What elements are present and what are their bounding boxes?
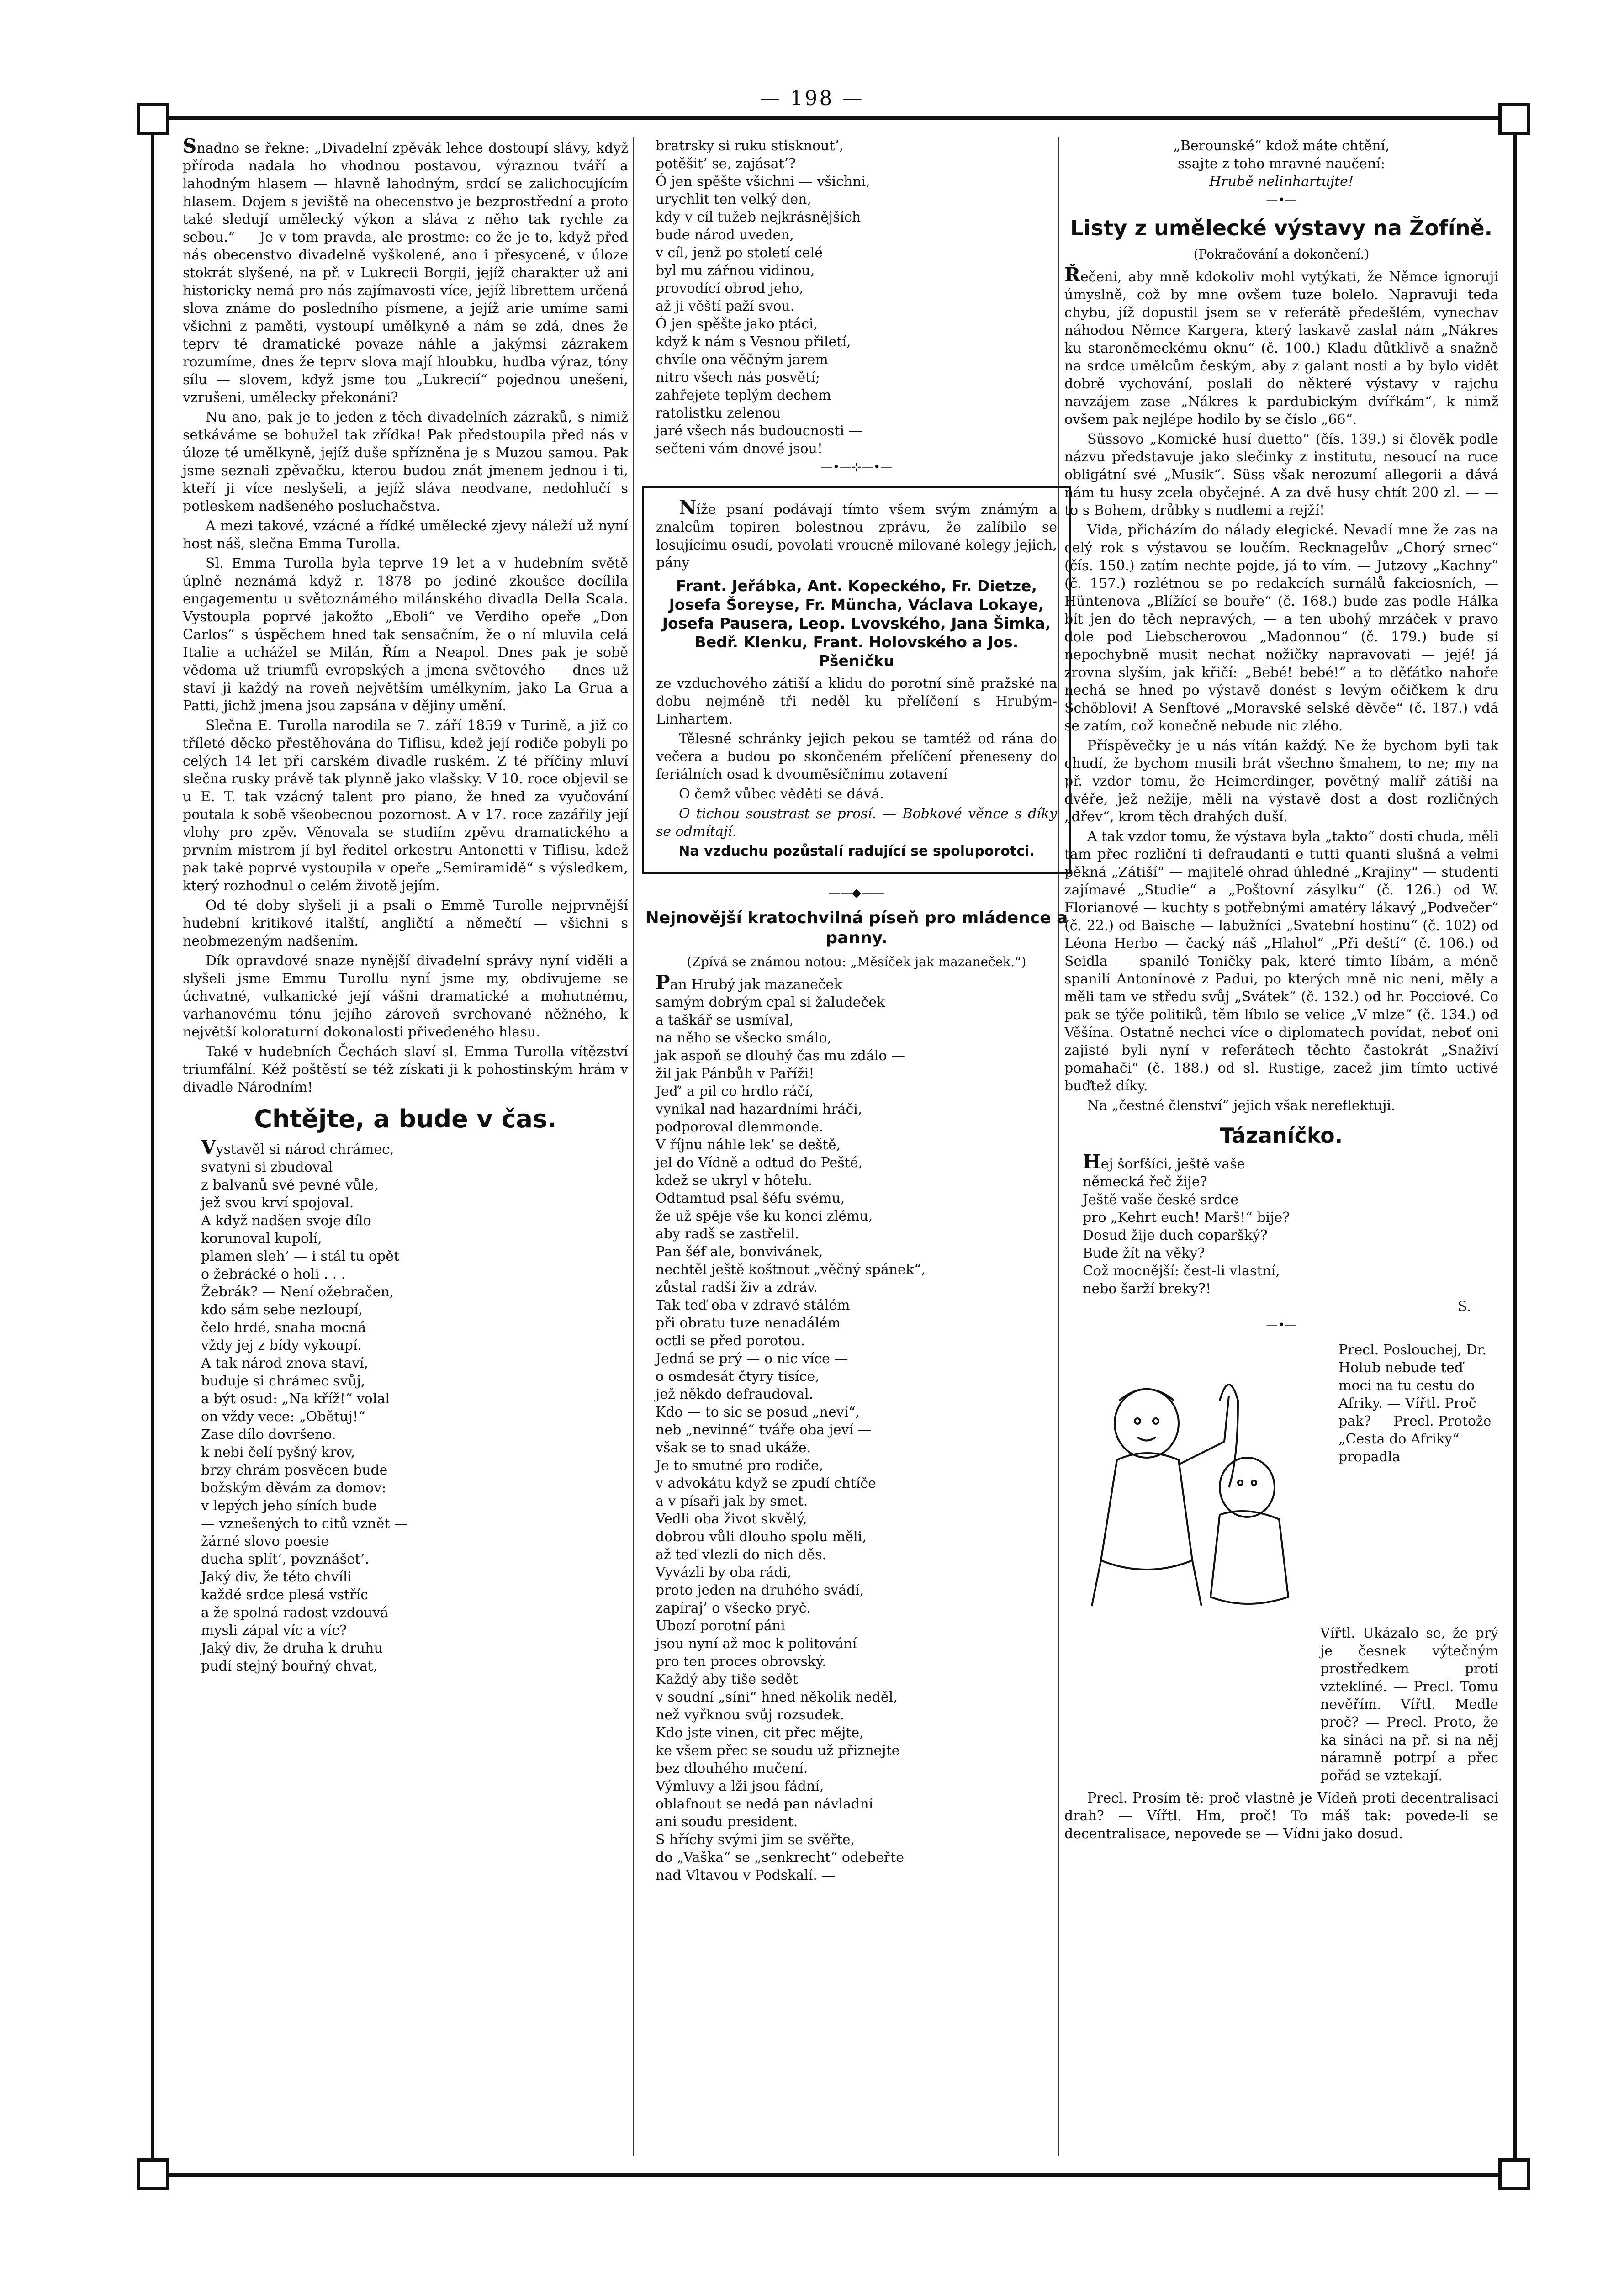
- poem-continuation: bratrsky si ruku stisknout’, potěšit’ se, zajásat’? Ó jen spěšte všichni — všichni, urychlit ten velký den, kdy v cíl tužeb nejkrásnějších bude národ uveden, v cíl, jenž po století celé byl mu zářnou vidinou, provodící obrod jeho, až ji věští paží svou. Ó jen spěšte jako ptáci, když k nám s Vesnou přiletí, chvíle ona věčným jarem nitro všech nás posvětí; zahřejete teplým dechem ratolistku zelenou jaré všech nás budoucnosti — sečteni vám dnové jsou!: [656, 138, 870, 457]
- article-opening-paragraph: Snadno se řekne: „Divadelní zpěvák lehce dostoupí slávy, když příroda nadala ho vhodnou postavou, výraznou tváří a lahodným hlasem — hlavně lahodným, srdcí se zalichocujícím hlasem. Dojem s jeviště na obecenstvo je bezprostřední a proto také sledují umělecký výkon a sláva z něho tak rychle za sebou.“ — Je v tom pravda, ale prostme: co že je to, když před nás obecenstvo divadelně vyškolené, ano i přesycené, v úloze stokrát slyšené, na př. v Lukrecii Borgii, jejíž charakter už ani historicky nemá pro nás zajímavosti více, jejíž librettem určená slova známe do posledního písmene, a jejíž arie umíme sami všichni z paměti, vystoupí umělkyně a nám se zdá, dnes že teprv té dramatické povaze náhle a jakýmsi zázrakem rozumíme, dnes že teprv slova mají hloubku, hudba výraz, tóny sílu — slovem, když jsme tou „Lukrecií“ pojednou unešeni, vzrušeni, umělecky překonáni?: [183, 135, 628, 406]
- page-number: — 198 —: [760, 87, 864, 110]
- article-title: Listy z umělecké výstavy na Žofíně.: [1070, 216, 1493, 240]
- corner-ornament-bottom-right: [1498, 2158, 1530, 2190]
- obituary-text: O tichou soustrast se prosí. — Bobkové věnce s díky se odmítají.: [656, 806, 1057, 840]
- song-subtitle: (Zpívá se známou notou: „Měsíček jak mazaneček.“): [687, 954, 1026, 969]
- article-paragraph: Slečna E. Turolla narodila se 7. září 1859 v Turině, a již co tříleté děcko přestěhována do Tiflisu, kdež její rodiče pobyli po celých 14 let při carském divadle ruském. Z té příčiny mluví slečna rusky právě tak plynně jako vlašsky. V 10. roce objevil se u E. T. tak vzácný talent pro piano, že hned za vyučování poutala k sobě všeobecnou pozornost. A v 17. roce zazářily její vlohy pro zpěv. Věnovala se studiím zpěvu dramatického a prvním mistrem jí byl ředitel orkestru Antonetti v Tiflisu, kdež pak také poprvé vystoupila v opeře „Semiramidě“ s výsledkem, který rozhodnul o celém životě jejím.: [183, 718, 628, 894]
- article-paragraph: A mezi takové, vzácné a řídké umělecké zjevy náleží už nyní host náš, slečna Emma Turolla.: [183, 518, 628, 552]
- cartoon-dialog-1: Precl. Poslouchej, Dr. Holub nebude teď moci na tu cestu do Afriky. — Vířtl. Proč pak? — Precl. Protože „Cesta do Afriky“ propadla: [1338, 1342, 1492, 1465]
- article-paragraph: Süssovo „Komické husí duetto“ (čís. 139.) si člověk podle názvu představuje jako slečinky z institutu, nesoucí na ruce obligátní své „Musik“. Süss však nerozumí allegorii a dává nám tu husy zcela obyčejné. A za dvě husy chtít 200 zl. — — to s Bohem, drůbky s nudlemi a rejží!: [1064, 431, 1498, 518]
- obituary-intro: Níže psaní podávají tímto všem svým známým a znalcům topiren bolestnou zprávu, že zalíbilo se losujícímu osudí, povolati vroucně milované kolegy jejich, pány: [656, 496, 1057, 571]
- obituary-names: Frant. Jeřábka, Ant. Kopeckého, Fr. Dietze, Josefa Šoreyse, Fr. Münchа, Václava Lokaye, Josefa Pausera, Leop. Lvovského, Jana Šimka, Bedř. Klenku, Frant. Holovského a Jos. Pšeničku: [662, 577, 1051, 670]
- obituary-text: O čemž vůbec věděti se dává.: [679, 786, 884, 802]
- column-3: [1064, 137, 1498, 1845]
- verse-top: „Berounské“ kdož máte chtění, ssajte z toho mravné naučení:: [1173, 138, 1390, 172]
- mock-obituary-box: [642, 486, 1071, 874]
- corner-ornament-top-right: [1498, 103, 1530, 135]
- poem-title: Chtějte, a bude v čas.: [254, 1105, 557, 1133]
- column-divider: [633, 137, 634, 2156]
- obituary-text: Tělesné schránky jejich pekou se tamtéž od rána do večera a budou po skončeném přelíčení přeneseny do feriálních osad k dvouměsíčnímu zotavení: [656, 731, 1057, 782]
- poem-text: Hej šorfšíci, ještě vaše německá řeč žije? Ještě vaše české srdce pro „Kehrt euch! Marš!“ bije? Dosud žije duch coparšký? Bude žít na věky? Což mocnější: čest-li vlastní, nebo šarží breky?!: [1083, 1151, 1290, 1297]
- ornament-divider: —•—: [1266, 1318, 1297, 1332]
- corner-ornament-top-left: [137, 103, 169, 135]
- column-1: [183, 137, 628, 1675]
- column-2: [637, 137, 1076, 1884]
- article-paragraph: Vida, přicházím do nálady elegické. Nevadí mne že zas na celý rok s výstavou se loučím. Recknagelův „Chorý srnec“ (čís. 150.) zatím nechte pojde, já to vím. — Jutzovy „Kachny“ (č. 157.) rozlétnou se po redakcích surnálů fakciosních, — Hüntenova „Blížící se bouře“ (č. 168.) bude zas podle Hálka bít jen do těch nepravých, — a ten ubohý mrzáček v pravo dole pod Liebscherovou „Madonnou“ (č. 179.) bude si nepochybně musit nechat nožičky napravovati — jejé! já zrovna slyším, jak křičí: „Bebé! bebé!“ a to děťátko nahoře nechá se hned po výstavě donést s levým očičkem k dru Schöblovi! A Senftové „Moravské selské děvče“ (č. 187.) vdá se zatím, což konečně nebude nic zlého.: [1064, 522, 1498, 734]
- article-paragraph: Na „čestné členství“ jejich však nereflektuji.: [1087, 1098, 1396, 1114]
- song-text: Pan Hrubý jak mazaneček samým dobrým cpal si žaludeček a taškář se usmíval, na něho se všecko smálo, jak aspoň se dlouhý čas mu zdálo — žil jak Pánbůh v Paříži! Jeď’ a pil co hrdlo ráčí, vynikal nad hazardními hráči, podporoval dlemmonde. V říjnu náhle lek’ se deště, jel do Vídně a odtud do Pešté, kdež se ukryl v hôtelu. Odtamtud psal šéfu svému, že už spěje vše ku konci zlému, aby radš se zastřelil. Pan šéf ale, bonvivánek, nechtěl ještě koštnout „věčný spánek“, zůstal radší živ a zdráv. Tak teď oba v zdravé stálém při obratu tuze nenadálém octli se před porotou. Jedná se prý — o nic více — o osmdesát čtyry tisíce, jež někdo defraudoval. Kdo — to sic se posud „neví“, neb „nevinné“ tváře oba jeví — však se to snad ukáže. Je to smutné pro rodiče, v advokátu když se zpudí chtíče a v písaři jak by smet. Vedli oba život skvělý, dobrou vůli dlouho spolu měli, až teď vlezli do nich děs. Vyvázli by oba rádi, proto jeden na druhého svádí, zapíraj’ o všecko pryč. Ubozí porotní páni jsou nyní až moc k politování pro ten proces obrovský. Každý aby tiše sedět v soudní „síni“ hned několik neděl, než vyřknou svůj rozsudek. Kdo jste vinen, cit přec mějte, ke všem přec se soudu už přiznejte bez dlouhého mučení. Výmluvy a lži jsou fádní, oblafnout se nedá pan návladní ani soudu president. S hříchy svými jim se svěřte, do „Vaška“ se „senkrecht“ odebeřte nad Vltavou v Podskalí. —: [656, 971, 926, 1883]
- poem-signature: S.: [1457, 1299, 1471, 1315]
- article-paragraph: Sl. Emma Turolla byla teprve 19 let a v hudebním světě úplně neznámá když r. 1878 po jediné zkoušce docílila engagementu u světoznámého milánského divadla Della Scala. Vystoupla poprvé jakožto „Eboli“ ve Verdiho opeře „Don Carlos“ s úspěchem hned tak sensačním, že o ní mluvila celá Italie a uchážel se Milán, Řím a Neapol. Dnes pak je sobě vědoma už triumfů evropských a jmena světového — dnes už staví ji každý na roveň největším umělkyním, jako La Grua a Patti, jichž jmena jsou zapsána v dějiny umění.: [183, 555, 628, 714]
- song-title: Nejnovější kratochvilná píseň pro mládence a panny.: [645, 909, 1068, 947]
- article-paragraph: Příspěvečky je u nás vítán každý. Ne že bychom byli tak chudí, že bychom musili brát všechno šmahem, to ne; my na př. vzdor tomu, že Heimerdinger, povětný malíř zátiší na dvěře, jež nežije, měli na výstavě dost a dost rozličných „dřev“, krom těch drahých duší.: [1064, 738, 1498, 825]
- cartoon-section: [1064, 1341, 1498, 1624]
- article-paragraph: Řečeni, aby mně kdokoliv mohl vytýkati, že Němce ignoruji úmyslně, což by mne ovšem tuze bolelo. Napravuji teda chybu, jíž dopustil jsem se v referátě předešlém, vynechav náhodou Němce Kargera, který laskavě zaslal nám „Nákres ku staroněmeckému oknu“ (č. 100.) Kladu důtklivě a snažně na srdce umělcům českým, aby z galant nosti a by bylo vidět dobrě vychování, poslali do některé výstavy v rajchu navzájem zase „Nákres k pardubickým dvířkám“, k nimž ovšem pak nejlépe hodilo by se číslo „66“.: [1064, 264, 1498, 428]
- ornament-divider: —•—: [1266, 193, 1297, 207]
- article-paragraph: A tak vzdor tomu, že výstava byla „takto“ dosti chuda, měli tam přec rozliční ti defraudanti e tutti quanti slušná a velmi pěkná „Zátiší“ — majitelé ohrad úhledné „Krajiny“ — studenti zajímavé „Studie“ a „Poštovní zásylku“ (č. 126.) od W. Florianové — kuchty s potřebnými amatéry lákavý „Podvečer“ (č. 22.) od Baische — labužníci „Svatební hostinu“ (č. 102) od Léona Herbo — čacký náš „Hlahol“ „Při deští“ (č. 106.) od Seidla — spanilé Toničky pak, které tímto líbám, a méně spanilí Antonínové z Padui, po kterých mně nic není, měly a měli tam ve středu svůj „Svátek“ (č. 132.) od hr. Pocciové. Co pak se týče politiků, těm líbilo se velice „V mlze“ (č. 134.) od Věšína. Ostatně nechci více o diplomatech povídat, neboť oni zajisté byli nyní v referátech těchto častokrát „Snaživí pomahači“ (č. 188.) od sl. Rustige, zacež jim tímto uctivé buďtež díky.: [1064, 829, 1498, 1094]
- corner-ornament-bottom-left: [137, 2158, 169, 2190]
- article-paragraph: Od té doby slyšeli ji a psali o Emmě Turolle nejprvnější hudební kritikové italští, angličtí a němečtí — všichni s neobmezeným nadšením.: [183, 898, 628, 949]
- drop-cap: S: [183, 135, 197, 157]
- cartoon-illustration: [1074, 1369, 1320, 1615]
- article-paragraph: Nu ano, pak je to jeden z těch divadelních zázraků, s nimiž setkáváme se bohužel tak zřídka! Pak předstoupila před nás v úloze té umělkyně, jejíž duše spřízněna je s Muzou samou. Pak jsme seznali zpěvačku, kterou budou znát jmenem jednou i ti, kteří ji více neslyšeli, a jejíž sláva neodvane, nedohlučí s potleskem nadšeného posluchačstva.: [183, 409, 628, 514]
- verse-motto: Hrubě nelinhartujte!: [1209, 174, 1354, 190]
- cartoon-dialog-3: Precl. Prosím tě: proč vlastně je Vídeň proti decentralisaci drah? — Vířtl. Hm, proč! To máš tak: povede-li se decentralisace, nepovede se — Vídni jako dosud.: [1064, 1790, 1498, 1842]
- article-paragraph: Dík opravdové snaze nynější divadelní správy nyní viděli a slyšeli jsme Emmu Turollu nyní jsme my, obdivujeme se úchvatné, vulkanické její vášni dramatické a mohutnému, varhanovému tónu jejího zároveň svrchované něžného, k největší koloraturní dokonalosti přivedeného hlasu.: [183, 953, 628, 1040]
- poem-title: Tázaníčko.: [1220, 1123, 1343, 1148]
- obituary-text: ze vzduchového zátiší a klidu do porotní síně pražské na dobu nejméně tři neděl ku přelíčení s Hrubým-Linhartem.: [656, 676, 1057, 727]
- poem-text: Vystavěl si národ chrámec, svatyni si zbudoval z balvanů své pevné vůle, jež svou krví spojoval. A když nadšen svoje dílo korunoval kupolí, plamen sleh’ — i stál tu opět o žebrácké o holi . . . Žebrák? — Není ožebračen, kdo sám sebe nezloupí, čelo hrdé, snaha mocná vždy jej z bídy vykoupí. A tak národ znova staví, buduje si chrámec svůj, a být osud: „Na kříž!“ volal on vždy vece: „Obětuj!“ Zase dílo dovršeno. k nebi čelí pyšný krov, brzy chrám posvěcen bude božským děvám za domov: v lepých jeho síních bude — vznešených to citů vznět — žárné slovo poesie ducha splít’, povznášet’. Jaký div, že této chvíli každé srdce plesá vstříc a že spolná radost vzdouvá mysli zápal víc a víc? Jaký div, že druha k druhu pudí stejný bouřný chvat,: [201, 1136, 408, 1674]
- obituary-signature: Na vzduchu pozůstalí radující se spoluporotci.: [678, 843, 1035, 859]
- ornament-divider: ——◆——: [828, 886, 885, 900]
- cartoon-dialog-2: Vířtl. Ukázalo se, že prý je česnek výtečným prostředkem proti vztekliné. — Precl. Tomu nevěřím. Vířtl. Medle proč? — Precl. Proto, že ka sináci na př. si na něj náramně potrpí a přec pořád se vztekají.: [1320, 1625, 1498, 1784]
- article-subtitle: (Pokračování a dokončení.): [1193, 247, 1370, 262]
- ornament-divider: —•—⊹—•—: [820, 460, 893, 474]
- article-paragraph: Také v hudebních Čechách slaví sl. Emma Turolla vítězství triumfální. Kéž poštěstí se též získati ji k pohostinským hrám v divadle Národním!: [183, 1044, 628, 1095]
